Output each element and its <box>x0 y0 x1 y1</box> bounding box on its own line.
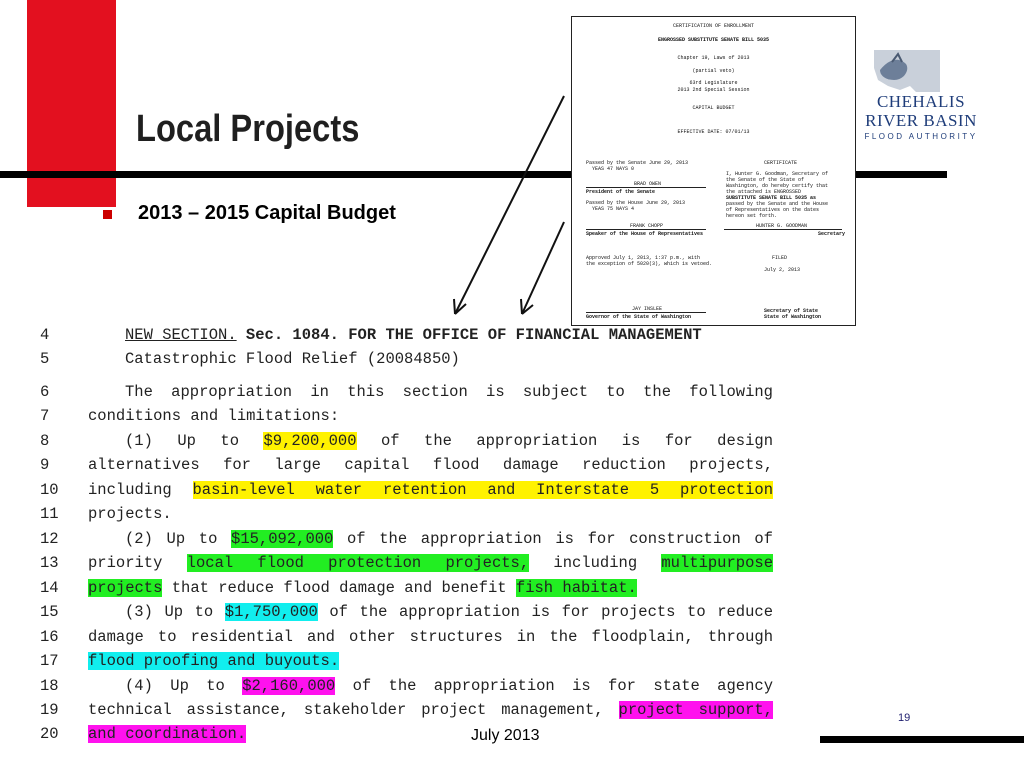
line-text-part: (3) Up to <box>125 603 225 621</box>
line-number: 17 <box>40 652 59 670</box>
cert-bill: ENGROSSED SUBSTITUTE SENATE BILL 5035 <box>657 37 770 43</box>
line-number: 7 <box>40 407 50 425</box>
logo-line-3: FLOOD AUTHORITY <box>864 132 978 141</box>
line-number: 13 <box>40 554 59 572</box>
line-text <box>88 677 773 695</box>
bill-line <box>0 652 800 676</box>
line-number: 15 <box>40 603 59 621</box>
cert-heading: CERTIFICATION OF ENROLLMENT <box>672 23 754 29</box>
line-number: 10 <box>40 481 59 499</box>
bill-line <box>0 530 800 554</box>
cert-veto: (partial veto) <box>692 68 735 74</box>
cert-house-votes: YEAS 75 NAYS 4 <box>592 206 635 212</box>
line-number: 11 <box>40 505 59 523</box>
bullet-text: 2013 – 2015 Capital Budget <box>138 202 396 224</box>
line-text-part: of the appropriation is for state agency <box>335 677 773 695</box>
line-number: 18 <box>40 677 59 695</box>
line-number: 6 <box>40 383 50 401</box>
line-text-part: (2) Up to <box>125 530 232 548</box>
line-text-part: of the appropriation is for construction of <box>333 530 773 548</box>
bill-line <box>0 350 800 374</box>
footer-date: July 2013 <box>471 727 540 744</box>
bill-line <box>0 701 800 725</box>
line-number: 12 <box>40 530 59 548</box>
line-number: 16 <box>40 628 59 646</box>
highlighted-amount: $1,750,000 <box>224 603 318 621</box>
line-text-part: technical assistance, stakeholder project management, <box>88 701 619 719</box>
section-heading: FOR THE OFFICE OF FINANCIAL MANAGEMENT <box>338 326 702 344</box>
logo-line-1: CHEHALIS <box>876 92 966 111</box>
cert-approved-2: the exception of 5020(3), which is vetoed. <box>586 261 713 267</box>
cert-text-8: hereon set forth. <box>726 213 778 219</box>
line-text-part: (4) Up to <box>125 677 243 695</box>
section-number: Sec. 1084. <box>236 326 339 344</box>
line-text <box>88 603 773 621</box>
cert-text-7: of Representatives on the dates <box>726 207 820 213</box>
cert-secretary-signer: HUNTER G. GOODMAN <box>756 223 808 229</box>
cert-senate-signer: BRAD OWEN <box>634 181 662 187</box>
bill-line <box>0 481 800 505</box>
cert-text-4: the attached is ENGROSSED <box>726 189 802 195</box>
highlighted-phrase: projects <box>88 579 163 597</box>
highlighted-phrase: fish habitat. <box>515 579 637 597</box>
cert-house-role: Speaker of the House of Representatives <box>586 231 704 237</box>
cert-sos-2: State of Washington <box>764 314 822 320</box>
line-number: 14 <box>40 579 59 597</box>
highlighted-amount: $9,200,000 <box>263 432 357 450</box>
highlighted-amount: $2,160,000 <box>242 677 336 695</box>
cert-chapter: Chapter 19, Laws of 2013 <box>677 55 750 61</box>
highlighted-phrase: project support, <box>618 701 773 719</box>
bill-line <box>0 677 800 701</box>
cert-text-2: the Senate of the State of <box>726 177 805 183</box>
line-text <box>88 530 773 548</box>
bill-line <box>0 725 800 749</box>
bill-line <box>0 505 800 529</box>
line-text <box>88 554 773 572</box>
cert-text-5: SUBSTITUTE SENATE BILL 5035 as <box>726 195 817 201</box>
line-number: 4 <box>40 326 50 344</box>
pointer-arrow-2 <box>522 222 564 314</box>
cert-filed-date: July 2, 2013 <box>764 267 801 273</box>
line-text-part: priority <box>88 554 187 572</box>
bill-line <box>0 383 800 407</box>
footer-rule <box>820 736 1024 743</box>
new-section-label: NEW SECTION. <box>125 326 237 344</box>
line-text: Catastrophic Flood Relief (20084850) <box>125 350 460 368</box>
bill-line <box>0 603 800 627</box>
highlighted-phrase: and coordination. <box>88 725 247 743</box>
line-text-part: that reduce flood damage and benefit <box>162 579 516 597</box>
highlighted-phrase: local flood protection projects, <box>186 554 530 572</box>
line-text <box>88 579 773 597</box>
cert-text-1: I, Hunter G. Goodman, Secretary of <box>726 171 829 177</box>
cert-certificate-heading: CERTIFICATE <box>764 160 798 166</box>
line-text <box>88 326 773 344</box>
cert-text-6: passed by the Senate and the House <box>726 201 829 207</box>
highlighted-phrase: flood proofing and buyouts. <box>88 652 340 670</box>
line-text <box>88 701 773 719</box>
line-text-part: (1) Up to <box>125 432 264 450</box>
cert-legislature: 63rd Legislature <box>689 80 738 86</box>
line-text-part: of the appropriation is for design <box>356 432 773 450</box>
cert-senate-votes: YEAS 47 NAYS 0 <box>592 166 635 172</box>
line-text-part: including <box>529 554 662 572</box>
line-number: 9 <box>40 456 50 474</box>
line-text <box>88 652 773 670</box>
pointer-arrowhead-1 <box>454 299 466 314</box>
cert-senate-passed: Passed by the Senate June 29, 2013 <box>586 160 689 166</box>
highlighted-phrase: basin-level water retention and Interstate 5 protection <box>192 481 773 499</box>
cert-governor-signer: JAY INSLEE <box>632 306 663 312</box>
page-number: 19 <box>898 712 911 724</box>
cert-house-signer: FRANK CHOPP <box>630 223 664 229</box>
line-text <box>88 432 773 450</box>
line-text-part: of the appropriation is for projects to reduce <box>317 603 774 621</box>
line-text: damage to residential and other structures in the floodplain, through <box>88 628 773 646</box>
bill-line <box>0 456 800 480</box>
highlighted-amount: $15,092,000 <box>231 530 334 548</box>
cert-governor-role: Governor of the State of Washington <box>586 314 692 320</box>
line-number: 19 <box>40 701 59 719</box>
bill-line <box>0 554 800 578</box>
bill-excerpt <box>0 326 800 746</box>
cert-session: 2013 2nd Special Session <box>677 87 750 93</box>
slide-title: Local Projects <box>136 108 360 150</box>
cert-effective: EFFECTIVE DATE: 07/01/13 <box>677 129 750 135</box>
line-number: 5 <box>40 350 50 368</box>
cert-secretary-role: Secretary <box>818 231 846 237</box>
bill-line <box>0 326 800 350</box>
line-text: The appropriation in this section is subject to the following <box>125 383 773 401</box>
cert-text-3: Washington, do hereby certify that <box>726 183 829 189</box>
bill-line <box>0 432 800 456</box>
line-text <box>88 725 773 743</box>
line-text: alternatives for large capital flood damage reduction projects, <box>88 456 773 474</box>
cert-budget: CAPITAL BUDGET <box>692 105 735 111</box>
cert-sos-1: Secretary of State <box>764 308 819 314</box>
bill-line <box>0 407 800 431</box>
line-text: conditions and limitations: <box>88 407 340 425</box>
bill-line <box>0 628 800 652</box>
line-text: projects. <box>88 505 172 523</box>
pointer-arrow-1 <box>455 96 564 314</box>
cert-filed: FILED <box>772 255 788 261</box>
cert-senate-role: President of the Senate <box>586 189 656 195</box>
line-text <box>88 481 773 499</box>
logo-line-2: RIVER BASIN <box>865 111 977 130</box>
line-text-part: including <box>88 481 193 499</box>
cert-approved: Approved July 1, 2013, 1:37 p.m., with <box>586 255 701 261</box>
highlighted-phrase: multipurpose <box>661 554 773 572</box>
line-number: 8 <box>40 432 50 450</box>
cert-house-passed: Passed by the House June 29, 2013 <box>586 200 686 206</box>
line-number: 20 <box>40 725 59 743</box>
bill-line <box>0 579 800 603</box>
